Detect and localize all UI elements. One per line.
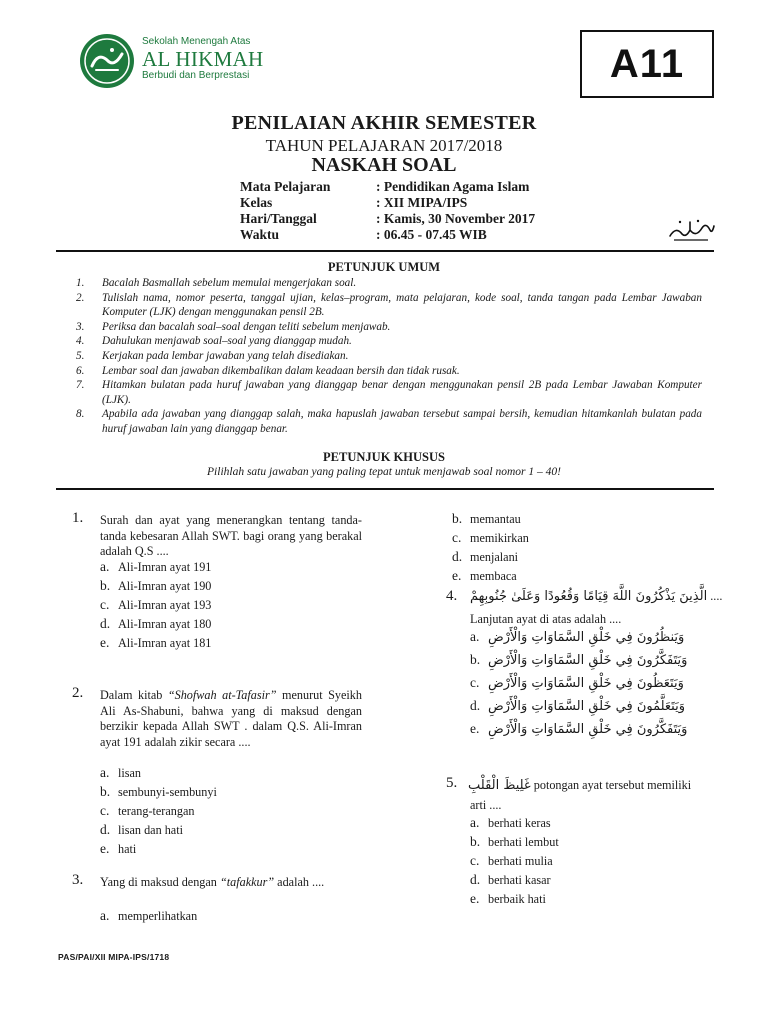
option-letter: a.	[100, 559, 110, 574]
ellipsis: ....	[710, 589, 723, 603]
rule-text: Hitamkan bulatan pada huruf jawaban yang dianggap benar dengan menggunakan pensil 2B pada Lembar Jawaban Komputer (LJK).	[102, 379, 702, 406]
list-item	[76, 364, 702, 379]
rule-text: Tulislah nama, nomor peserta, tanggal ujian, kelas–program, mata pelajaran, kode soal, tanda tangan pada Lembar Jawaban Komputer (LJK) dengan menggunakan pensil 2B.	[102, 291, 702, 319]
question-text	[468, 776, 691, 795]
answer-option	[452, 566, 517, 586]
option-letter: a.	[470, 629, 480, 644]
info-value: : XII MIPA/IPS	[376, 195, 468, 210]
option-text: وَيَتَفَكَّرُونَ فِي خَلْقِ السَّمَاوَاتِ وَالْأَرْضِ	[488, 653, 688, 668]
question-text-pre: Dalam kitab	[100, 688, 168, 702]
answer-option	[470, 889, 546, 909]
rule-text: Periksa dan bacalah soal–soal dengan teliti sebelum menjawab.	[102, 320, 391, 333]
option-text: Ali-Imran ayat 193	[118, 598, 212, 612]
answer-option	[452, 528, 529, 548]
list-item	[76, 378, 702, 407]
rule-text: Apabila ada jawaban yang dianggap salah, maka hapuslah jawaban tersebut sampai bersih, kemudian hitamkanlah bulatan pada huruf jawaban lain yang dianggap benar.	[102, 408, 702, 435]
answer-option	[452, 547, 518, 567]
question-text-pre: Yang di maksud dengan	[100, 875, 220, 889]
question-number: 2.	[72, 685, 84, 701]
list-item	[76, 291, 702, 320]
info-row-time	[240, 227, 535, 243]
answer-option	[470, 719, 687, 739]
option-letter: c.	[100, 597, 110, 612]
rule-number: 1.	[76, 277, 85, 289]
option-letter: d.	[470, 872, 481, 887]
option-letter: c.	[470, 853, 480, 868]
answer-option	[100, 557, 211, 577]
option-letter: c.	[452, 530, 462, 545]
info-label: Mata Pelajaran	[240, 179, 331, 194]
exam-subtitle: NASKAH SOAL	[311, 154, 457, 176]
school-name: AL HIKMAH	[142, 47, 264, 71]
option-text: terang-terangan	[118, 804, 195, 818]
answer-option	[100, 614, 211, 634]
info-value: : Pendidikan Agama Islam	[376, 179, 530, 194]
info-row-subject	[240, 179, 535, 195]
option-text: وَيَنظُرُونَ فِي خَلْقِ السَّمَاوَاتِ وَالْأَرْضِ	[488, 630, 685, 645]
answer-option	[452, 509, 521, 529]
option-text: hati	[118, 842, 137, 856]
answer-option	[470, 627, 684, 647]
question-text-post: menurut Syeikh Ali As-Shabuni, bahwa yang di maksud dengan berzikir kepada Allah SWT . dalam Q.S. Ali-Imran ayat 191 adalah zikir secara ....	[100, 688, 362, 749]
answer-option	[470, 673, 684, 693]
option-text: Ali-Imran ayat 181	[118, 636, 212, 650]
basmalah-calligraphy-icon	[668, 216, 716, 244]
question-number: 1.	[72, 510, 84, 526]
specific-instructions-heading: PETUNJUK KHUSUS	[323, 450, 445, 464]
list-item	[76, 349, 702, 364]
option-letter: e.	[470, 891, 480, 906]
option-letter: e.	[100, 635, 110, 650]
doc-code-box	[580, 30, 714, 98]
answer-option	[100, 839, 136, 859]
option-letter: d.	[100, 616, 111, 631]
option-text: memikirkan	[470, 531, 529, 545]
option-text: berhati keras	[488, 816, 551, 830]
info-label: Kelas	[240, 195, 273, 210]
question-number: 3.	[72, 872, 84, 888]
question-text-cont: arti ....	[470, 798, 502, 812]
term: “tafakkur”	[219, 875, 275, 889]
rule-number: 5.	[76, 349, 85, 362]
answer-option	[100, 595, 211, 615]
option-letter: b.	[100, 784, 111, 799]
option-letter: d.	[452, 549, 463, 564]
option-text: وَيَتَعَظُونَ فِي خَلْقِ السَّمَاوَاتِ وَالْأَرْضِ	[488, 676, 684, 691]
option-text: lisan dan hati	[118, 823, 183, 837]
option-letter: e.	[100, 841, 110, 856]
question-number: 5.	[446, 775, 458, 791]
option-letter: a.	[100, 765, 110, 780]
page-footer-code: PAS/PAI/XII MIPA-IPS/1718	[58, 952, 170, 962]
list-item	[76, 334, 702, 349]
answer-option	[470, 851, 553, 871]
answer-option	[100, 576, 211, 596]
rule-number: 6.	[76, 364, 85, 377]
option-text: memperlihatkan	[118, 909, 198, 923]
option-text: berhati lembut	[488, 835, 559, 849]
info-row-class	[240, 195, 535, 211]
book-title: “Shofwah at-Tafasir”	[167, 688, 277, 702]
question-text	[100, 688, 362, 750]
school-line1: Sekolah Menengah Atas	[142, 36, 251, 47]
option-letter: b.	[470, 834, 481, 849]
info-row-date	[240, 211, 535, 227]
rule-text: Kerjakan pada lembar jawaban yang telah disediakan.	[102, 349, 349, 362]
option-letter: e.	[452, 568, 462, 583]
answer-option	[470, 696, 685, 716]
rule-number: 2.	[76, 291, 85, 304]
option-text: berbaik hati	[488, 892, 546, 906]
option-text: Ali-Imran ayat 180	[118, 617, 212, 631]
info-label: Waktu	[240, 227, 280, 242]
option-text: Ali-Imran ayat 190	[118, 579, 212, 593]
option-text: Ali-Imran ayat 191	[118, 560, 212, 574]
info-value: : 06.45 - 07.45 WIB	[376, 227, 487, 242]
option-letter: e.	[470, 721, 480, 736]
option-letter: b.	[100, 578, 111, 593]
question-text	[100, 875, 362, 891]
list-item	[76, 320, 702, 335]
rule-text: Dahulukan menjawab soal–soal yang dianggap mudah.	[102, 335, 352, 348]
option-text: وَيَتَعَلَّمُونَ فِي خَلْقِ السَّمَاوَاتِ وَالْأَرْضِ	[488, 699, 686, 714]
answer-option	[100, 633, 211, 653]
answer-option	[100, 801, 194, 821]
question-arabic-line	[470, 587, 723, 606]
question-text: Surah dan ayat yang menerangkan tentang tanda-tanda kebesaran Allah SWT. bagi orang yang berakal adalah Q.S ....	[100, 513, 362, 558]
option-letter: c.	[470, 675, 480, 690]
header-divider	[56, 250, 714, 252]
answer-option	[100, 906, 197, 926]
question-text: Lanjutan ayat di atas adalah ....	[470, 612, 622, 626]
option-text: memantau	[470, 512, 521, 526]
general-instructions-heading: PETUNJUK UMUM	[327, 260, 441, 274]
answer-option	[100, 782, 217, 802]
info-value: : Kamis, 30 November 2017	[376, 211, 536, 226]
option-text: berhati mulia	[488, 854, 553, 868]
option-letter: c.	[100, 803, 110, 818]
option-text: menjalani	[470, 550, 519, 564]
answer-option	[470, 832, 559, 852]
exam-info	[240, 179, 535, 243]
option-letter: a.	[100, 908, 110, 923]
exam-title: PENILAIAN AKHIR SEMESTER	[231, 112, 537, 134]
option-letter: d.	[470, 698, 481, 713]
question-text-post: adalah ....	[274, 875, 325, 889]
rule-number: 7.	[76, 379, 85, 392]
list-item	[76, 276, 702, 291]
option-letter: a.	[470, 815, 480, 830]
rule-text: Bacalah Basmallah sebelum memulai mengerjakan soal.	[102, 277, 357, 289]
school-tagline: Berbudi dan Berprestasi	[142, 70, 250, 81]
answer-option	[470, 813, 551, 833]
instructions-divider	[56, 488, 714, 490]
list-item	[76, 407, 702, 436]
specific-instructions-note: Pilihlah satu jawaban yang paling tepat untuk menjawab soal nomor 1 – 40!	[207, 466, 561, 478]
arabic-verse: الَّذِينَ يَذْكُرُونَ اللَّهَ قِيَامًا وَقُعُودًا وَعَلَىٰ جُنُوبِهِمْ	[470, 589, 708, 604]
option-text: sembunyi-sembunyi	[118, 785, 217, 799]
answer-option	[100, 763, 141, 783]
question-text-main: potongan ayat tersebut memiliki	[533, 778, 692, 792]
option-letter: b.	[470, 652, 481, 667]
doc-code: A11	[609, 41, 685, 86]
general-instructions-list	[76, 276, 702, 437]
answer-option	[470, 870, 551, 890]
option-text: membaca	[470, 569, 517, 583]
option-text: lisan	[118, 766, 142, 780]
answer-option	[100, 820, 183, 840]
rule-text: Lembar soal dan jawaban dikembalikan dalam keadaan bersih dan tidak rusak.	[102, 364, 460, 377]
school-logo	[76, 30, 276, 92]
school-emblem-icon	[76, 32, 138, 90]
answer-option	[470, 650, 687, 670]
option-text: berhati kasar	[488, 873, 551, 887]
arabic-phrase: غَلِيظَ الْقَلْبِ	[468, 778, 531, 793]
question-number: 4.	[446, 588, 458, 604]
option-letter: b.	[452, 511, 463, 526]
rule-number: 3.	[76, 320, 85, 333]
option-letter: d.	[100, 822, 111, 837]
exam-year: TAHUN PELAJARAN 2017/2018	[265, 136, 503, 155]
option-text: وَيَتَفَكَّرُونَ فِي خَلْقِ السَّمَاوَاتِ وَالْأَرْضِ	[488, 722, 688, 737]
info-label: Hari/Tanggal	[240, 211, 317, 226]
rule-number: 4.	[76, 335, 85, 348]
rule-number: 8.	[76, 408, 85, 421]
